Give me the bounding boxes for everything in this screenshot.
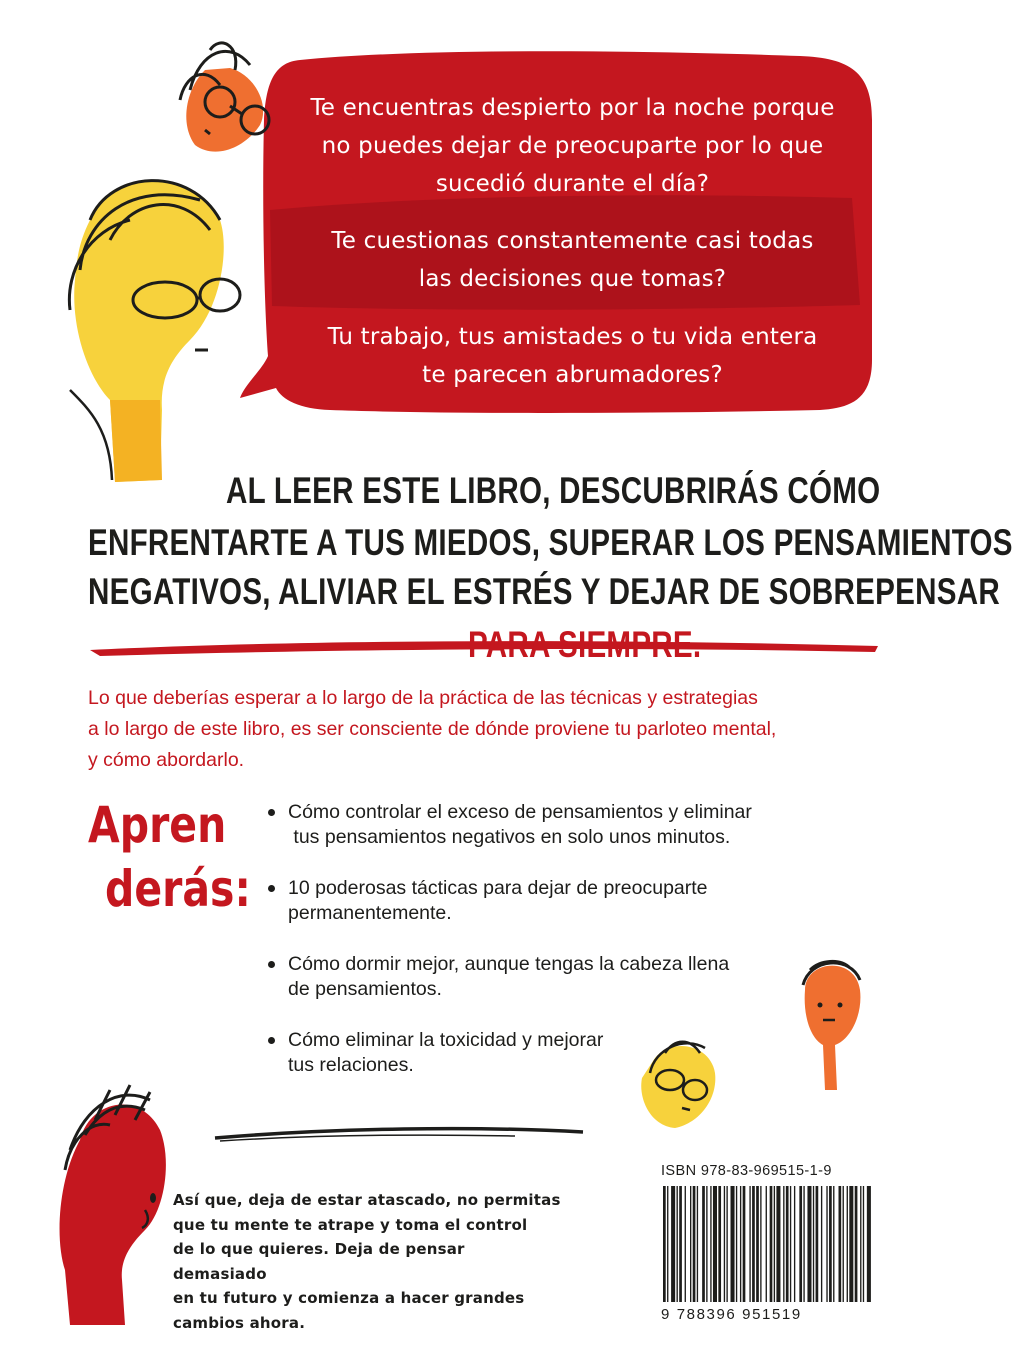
barcode-bar: [790, 1186, 791, 1302]
barcode-bar: [849, 1186, 853, 1302]
barcode-bar: [794, 1186, 795, 1302]
barcode-bar: [766, 1186, 767, 1302]
barcode-bar: [803, 1186, 804, 1302]
barcode-bar: [724, 1186, 725, 1302]
barcode-bar: [726, 1186, 727, 1302]
barcode-bar: [706, 1186, 707, 1302]
barcode: [661, 1186, 871, 1304]
barcode-bar: [816, 1186, 819, 1302]
barcode-bar: [770, 1186, 773, 1302]
headline-line-3: NEGATIVOS, ALIVIAR EL ESTRÉS Y DEJAR DE SOBREPENSAR: [88, 571, 1000, 612]
barcode-bar: [867, 1186, 871, 1302]
barcode-bar: [760, 1186, 761, 1302]
bubble-question-3: Tu trabajo, tus amistades o tu vida entera te parecen abrumadores?: [327, 324, 818, 388]
list-item: 10 poderosas tácticas para dejar de preocuparte permanentemente.: [268, 876, 808, 926]
barcode-bar: [731, 1186, 735, 1302]
bubble-question-1: Te encuentras despierto por la noche porque no puedes dejar de preocuparte por lo que sucedió durante el día?: [310, 95, 835, 197]
barcode-bar: [718, 1186, 721, 1302]
learn-title-line-2: derás:: [105, 860, 251, 918]
barcode-bar: [783, 1186, 784, 1302]
barcode-bar: [736, 1186, 737, 1302]
barcode-bar: [679, 1186, 682, 1302]
barcode-bar: [826, 1186, 827, 1302]
bullet-dot-icon: [268, 1037, 275, 1044]
barcode-bar: [774, 1186, 775, 1302]
barcode-bar: [756, 1186, 759, 1302]
list-item: Cómo dormir mejor, aunque tengas la cabeza llena de pensamientos.: [268, 952, 808, 1002]
learn-title-line-1: Apren: [88, 796, 227, 854]
isbn-digits: 9 788396 951519: [661, 1306, 802, 1323]
barcode-bar: [693, 1186, 696, 1302]
bullet-dot-icon: [268, 885, 275, 892]
barcode-bar: [829, 1186, 832, 1302]
barcode-bar: [663, 1186, 666, 1302]
barcode-bar: [677, 1186, 678, 1302]
barcode-bar: [697, 1186, 698, 1302]
red-head-illustration: [50, 1080, 180, 1330]
list-item: Cómo controlar el exceso de pensamientos y eliminar tus pensamientos negativos en solo unos minutos.: [268, 800, 808, 850]
bullet-dot-icon: [268, 809, 275, 816]
barcode-bar: [855, 1186, 858, 1302]
barcode-bar: [813, 1186, 814, 1302]
barcode-bar: [843, 1186, 844, 1302]
barcode-bar: [749, 1186, 750, 1302]
barcode-bar: [799, 1186, 802, 1302]
bubble-question-2: Te cuestionas constantemente casi todas las decisiones que tomas?: [331, 228, 814, 292]
barcode-bar: [786, 1186, 789, 1302]
barcode-bar: [807, 1186, 811, 1302]
barcode-bar: [740, 1186, 741, 1302]
barcode-bar: [847, 1186, 848, 1302]
barcode-bar: [743, 1186, 746, 1302]
barcode-bar: [671, 1186, 675, 1302]
barcode-bar: [863, 1186, 864, 1302]
headline-emphasis: PARA SIEMPRE.: [468, 624, 702, 665]
barcode-bar: [702, 1186, 705, 1302]
intro-paragraph: Lo que deberías esperar a lo largo de la práctica de las técnicas y estrategias a lo largo de este libro, es ser consciente de dónde proviene tu parloteo mental, y cómo abordarlo.: [88, 687, 777, 771]
list-item: Cómo eliminar la toxicidad y mejorar tus relaciones.: [268, 1028, 808, 1078]
learn-list: [268, 800, 808, 1094]
orange-head-illustration: [160, 30, 280, 160]
barcode-bar: [710, 1186, 711, 1302]
barcode-bar: [839, 1186, 842, 1302]
barcode-bar: [860, 1186, 861, 1302]
yellow-head-illustration: [50, 160, 240, 490]
barcode-bar: [776, 1186, 780, 1302]
headline-line-1: AL LEER ESTE LIBRO, DESCUBRIRÁS CÓMO: [226, 470, 881, 511]
bullet-dot-icon: [268, 961, 275, 968]
barcode-bar: [713, 1186, 717, 1302]
headline-line-2: ENFRENTARTE A TUS MIEDOS, SUPERAR LOS PENSAMIENTOS: [88, 522, 1013, 563]
black-divider-stroke: [215, 1118, 585, 1148]
barcode-bar: [667, 1186, 668, 1302]
barcode-bar: [752, 1186, 755, 1302]
barcode-bar: [833, 1186, 834, 1302]
barcode-bar: [685, 1186, 686, 1302]
closing-paragraph: Así que, deja de estar atascado, no permitas que tu mente te atrape y toma el control de lo que quieres. Deja de pensar demasiado en tu futuro y comienza a hacer grandes cambios ahora.: [173, 1191, 561, 1332]
barcode-bar: [690, 1186, 691, 1302]
isbn-label: ISBN 978-83-969515-1-9: [661, 1163, 832, 1179]
barcode-bar: [821, 1186, 822, 1302]
